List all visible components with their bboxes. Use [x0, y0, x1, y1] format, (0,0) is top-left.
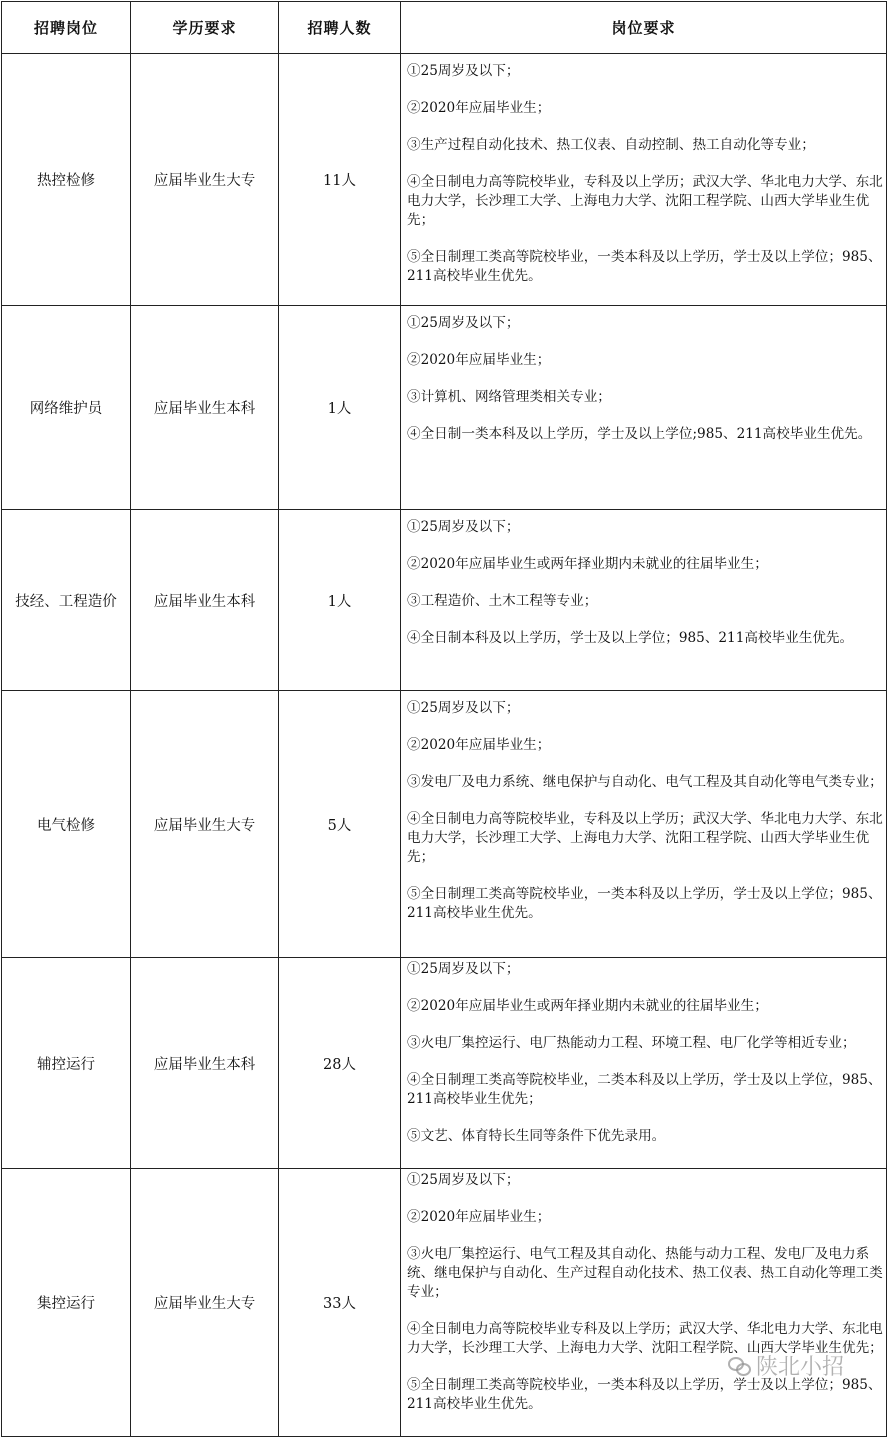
requirement-item: ②2020年应届毕业生； — [407, 737, 551, 753]
requirements-cell — [401, 54, 887, 306]
table-row — [2, 510, 887, 691]
watermark-text: 陕北小招 — [756, 1355, 845, 1380]
requirement-item: ②2020年应届毕业生； — [407, 1209, 551, 1225]
count-cell: 1人 — [279, 510, 401, 691]
education-cell: 应届毕业生本科 — [131, 306, 279, 510]
position-cell: 集控运行 — [2, 1169, 131, 1437]
requirement-item: ③发电厂及电力系统、继电保护与自动化、电气工程及其自动化等电气类专业； — [407, 774, 883, 790]
requirement-item: ④全日制本科及以上学历，学士及以上学位；985、211高校毕业生优先。 — [407, 630, 854, 646]
count-cell: 5人 — [279, 691, 401, 958]
count-cell: 33人 — [279, 1169, 401, 1437]
position-cell: 热控检修 — [2, 54, 131, 306]
header-education: 学历要求 — [131, 2, 279, 54]
requirements-cell — [401, 510, 887, 691]
education-cell: 应届毕业生本科 — [131, 510, 279, 691]
requirement-item: ①25周岁及以下； — [407, 1172, 520, 1188]
requirement-item: ③计算机、网络管理类相关专业； — [407, 389, 611, 405]
requirement-item: ③火电厂集控运行、电气工程及其自动化、热能与动力工程、发电厂及电力系统、继电保护与自动化、生产过程自动化技术、热工仪表、热工自动化等理工类专业； — [407, 1246, 883, 1300]
requirement-item: ④全日制电力高等院校毕业，专科及以上学历；武汉大学、华北电力大学、东北电力大学，长沙理工大学、上海电力大学、沈阳工程学院、山西大学毕业生优先； — [407, 174, 883, 228]
requirement-item: ①25周岁及以下； — [407, 961, 520, 977]
requirement-item: ①25周岁及以下； — [407, 519, 520, 535]
position-cell: 电气检修 — [2, 691, 131, 958]
education-cell: 应届毕业生大专 — [131, 54, 279, 306]
header-requirements: 岗位要求 — [401, 2, 887, 54]
requirement-item: ①25周岁及以下； — [407, 700, 520, 716]
count-cell: 11人 — [279, 54, 401, 306]
watermark — [728, 1350, 844, 1381]
table-row — [2, 691, 887, 958]
education-cell: 应届毕业生大专 — [131, 1169, 279, 1437]
requirement-item: ④全日制电力高等院校毕业专科及以上学历；武汉大学、华北电力大学、东北电力大学，长沙理工大学、上海电力大学、沈阳工程学院、山西大学毕业生优先； — [407, 1321, 883, 1356]
requirement-item: ①25周岁及以下； — [407, 315, 520, 331]
requirement-item: ③工程造价、土木工程等专业； — [407, 593, 598, 609]
requirement-item: ①25周岁及以下； — [407, 63, 520, 79]
requirement-item: ②2020年应届毕业生或两年择业期内未就业的往届毕业生； — [407, 556, 768, 572]
table-row — [2, 306, 887, 510]
requirement-item: ②2020年应届毕业生； — [407, 352, 551, 368]
count-cell: 1人 — [279, 306, 401, 510]
requirements-cell — [401, 306, 887, 510]
requirements-cell — [401, 691, 887, 958]
requirement-item: ④全日制电力高等院校毕业，专科及以上学历；武汉大学、华北电力大学、东北电力大学，长沙理工大学、上海电力大学、沈阳工程学院、山西大学毕业生优先； — [407, 811, 883, 865]
header-row — [2, 2, 887, 54]
requirement-item: ④全日制理工类高等院校毕业，二类本科及以上学历，学士及以上学位，985、211高校毕业生优先； — [407, 1072, 882, 1107]
requirement-item: ②2020年应届毕业生； — [407, 100, 551, 116]
table-row — [2, 54, 887, 306]
education-cell: 应届毕业生本科 — [131, 958, 279, 1169]
requirement-item: ③生产过程自动化技术、热工仪表、自动控制、热工自动化等专业； — [407, 137, 815, 153]
education-cell: 应届毕业生大专 — [131, 691, 279, 958]
requirements-cell — [401, 1169, 887, 1437]
position-cell: 网络维护员 — [2, 306, 131, 510]
recruitment-table — [1, 1, 887, 1437]
requirement-item: ⑤文艺、体育特长生同等条件下优先录用。 — [407, 1128, 666, 1144]
requirement-item: ④全日制一类本科及以上学历，学士及以上学位;985、211高校毕业生优先。 — [407, 426, 872, 442]
requirement-item: ⑤全日制理工类高等院校毕业，一类本科及以上学历，学士及以上学位；985、211高校毕业生优先。 — [407, 249, 882, 284]
table-row — [2, 958, 887, 1169]
table-row — [2, 1169, 887, 1437]
requirement-item: ⑤全日制理工类高等院校毕业，一类本科及以上学历，学士及以上学位；985、211高校毕业生优先。 — [407, 886, 882, 921]
requirements-cell — [401, 958, 887, 1169]
requirement-item: ③火电厂集控运行、电厂热能动力工程、环境工程、电厂化学等相近专业； — [407, 1035, 856, 1051]
count-cell: 28人 — [279, 958, 401, 1169]
header-position: 招聘岗位 — [2, 2, 131, 54]
requirement-item: ⑤全日制理工类高等院校毕业，一类本科及以上学历，学士及以上学位；985、211高校毕业生优先。 — [407, 1377, 882, 1412]
position-cell: 辅控运行 — [2, 958, 131, 1169]
header-count: 招聘人数 — [279, 2, 401, 54]
position-cell: 技经、工程造价 — [2, 510, 131, 691]
requirement-item: ②2020年应届毕业生或两年择业期内未就业的往届毕业生； — [407, 998, 768, 1014]
wechat-icon — [728, 1357, 750, 1375]
